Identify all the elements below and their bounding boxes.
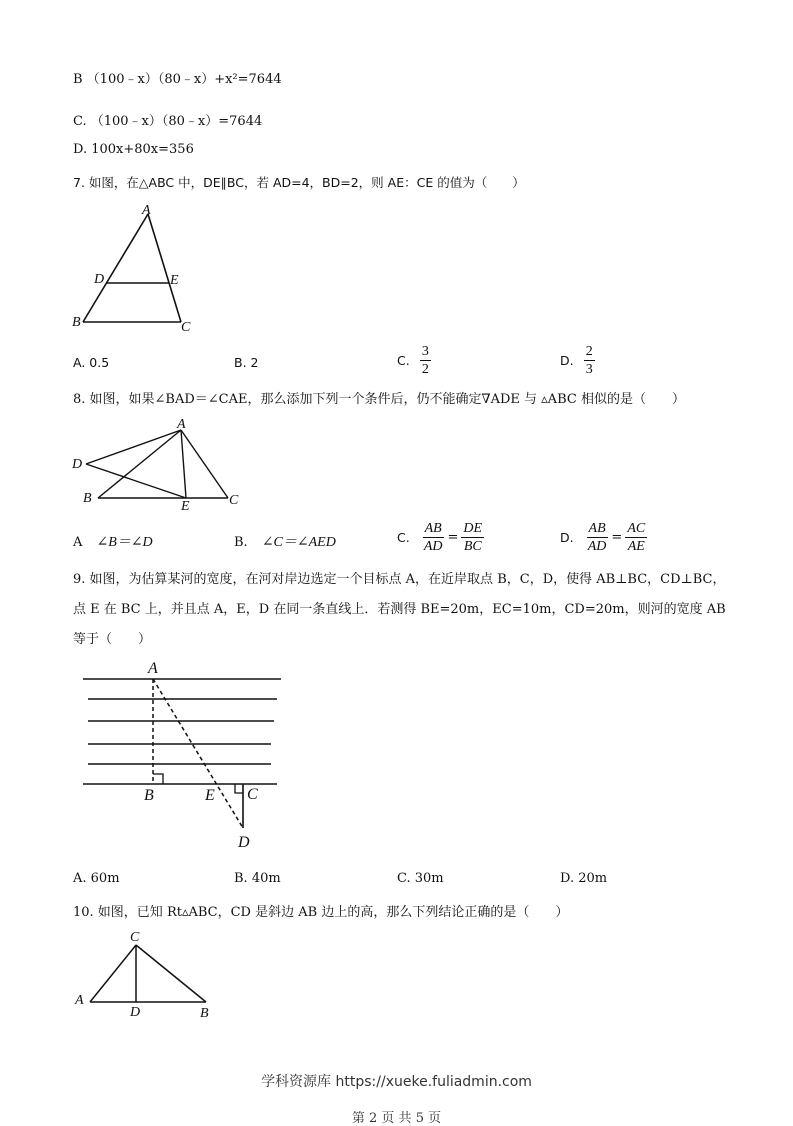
q6-option-d: D. 100x+80x=356 — [73, 142, 194, 157]
q7-label-a: A — [142, 203, 151, 218]
q9-stem-line1: 9. 如图，为估算某河的宽度，在河对岸边选定一个目标点 A，在近岸取点 B，C，D，使得 AB⊥BC，CD⊥BC， — [73, 572, 726, 587]
q7-label-b: B — [72, 315, 81, 330]
q9-label-c: C — [247, 786, 258, 803]
q8-label-c: C — [229, 493, 239, 508]
q9-option-b: B. 40m — [234, 871, 281, 886]
q9-river-figure — [78, 656, 288, 854]
q10-label-d: D — [130, 1005, 141, 1020]
q9-label-e: E — [205, 787, 215, 804]
q9-stem-line2: 点 E 在 BC 上，并且点 A，E，D 在同一条直线上．若测得 BE=20m，EC=10m，CD=20m，则河的宽度 AB — [73, 602, 726, 617]
q8-stem: 8. 如图，如果∠BAD＝∠CAE，那么添加下列一个条件后，仍不能确定∇ADE 与 ▵ABC 相似的是（ ） — [73, 392, 685, 407]
q6-option-b: B （100﹣x）（80﹣x）+x²=7644 — [73, 72, 282, 87]
q10-label-b: B — [200, 1006, 209, 1021]
q6-option-c: C. （100﹣x）（80﹣x）=7644 — [73, 114, 263, 129]
q10-label-a: A — [75, 993, 84, 1008]
q8-option-b: B. ∠C＝∠AED — [234, 535, 336, 550]
q8-option-d: D. $\frac{AB}{AD}$ = $\frac{AC}{AE}$ — [560, 521, 646, 554]
q10-right-triangle-figure — [70, 925, 220, 1021]
q7-option-a: A. 0.5 — [73, 355, 110, 370]
q8-option-c: C. $\frac{AB}{AD}$ = $\frac{DE}{BC}$ — [397, 521, 483, 554]
q9-stem-line3: 等于（ ） — [73, 632, 152, 647]
q8-label-e: E — [181, 499, 190, 514]
q8-label-d: D — [72, 457, 83, 472]
q8-option-a: A ∠B＝∠D — [73, 535, 153, 550]
q7-label-d: D — [94, 272, 105, 287]
q9-label-a: A — [148, 660, 158, 677]
q9-option-d: D. 20m — [560, 871, 608, 886]
q7-option-b: B. 2 — [234, 355, 259, 370]
q7-triangle-figure — [66, 200, 206, 340]
q8-triangle-figure — [66, 412, 256, 517]
q10-label-c: C — [130, 930, 140, 945]
q9-option-a: A. 60m — [73, 871, 120, 886]
q7-label-c: C — [181, 320, 191, 335]
q7-label-e: E — [170, 273, 179, 288]
q8-label-a: A — [177, 417, 186, 432]
page-number: 第 2 页 共 5 页 — [351, 1111, 442, 1126]
q7-option-d: D. $\frac{2}{3}$ — [560, 344, 593, 377]
q9-label-b: B — [144, 787, 154, 804]
q9-label-d: D — [238, 834, 250, 851]
q9-option-c: C. 30m — [397, 871, 444, 886]
q7-option-c: C. $\frac{3}{2}$ — [397, 344, 429, 377]
q10-stem: 10. 如图，已知 Rt▵ABC，CD 是斜边 AB 边上的高，那么下列结论正确的是（ ） — [73, 905, 569, 920]
q7-stem: 7. 如图，在△ABC 中，DE∥BC，若 AD=4，BD=2，则 AE：CE 的值为（ ） — [73, 175, 525, 190]
footer-watermark: 学科资源库 https://xueke.fuliadmin.com — [261, 1074, 532, 1090]
q8-label-b: B — [83, 491, 92, 506]
